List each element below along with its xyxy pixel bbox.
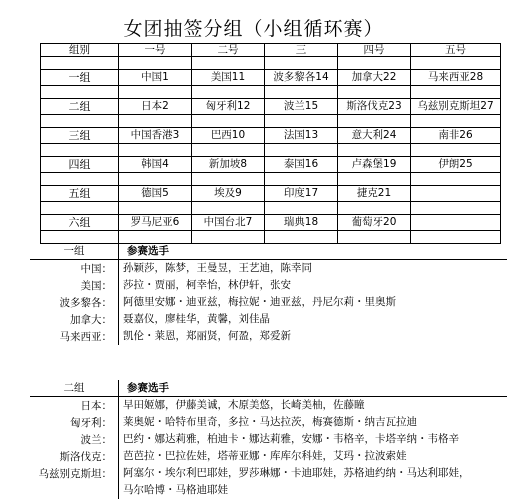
empty-cell bbox=[411, 86, 501, 99]
team-cell: 斯洛伐克23 bbox=[338, 99, 411, 115]
draw-table-spacer bbox=[41, 115, 501, 128]
team-cell: 伊朗25 bbox=[411, 157, 501, 173]
draw-table-row bbox=[41, 186, 501, 202]
team-cell: 波多黎各14 bbox=[265, 70, 338, 86]
header-group: 组别 bbox=[41, 44, 119, 57]
team-name: 日本： bbox=[80, 400, 112, 412]
group-name-cell: 四组 bbox=[41, 157, 119, 173]
empty-cell bbox=[265, 173, 338, 186]
group-name-cell: 六组 bbox=[41, 215, 119, 231]
empty-cell bbox=[41, 231, 119, 244]
empty-cell bbox=[411, 144, 501, 157]
empty-cell bbox=[192, 173, 265, 186]
empty-cell bbox=[192, 231, 265, 244]
empty-cell bbox=[338, 115, 411, 128]
player-list: 巴约・娜达莉雅，柏迪卡・娜达莉雅，安娜・韦格辛，卡塔辛纳・韦格辛 bbox=[118, 431, 507, 448]
team-cell: 新加坡8 bbox=[192, 157, 265, 173]
roster-row bbox=[30, 328, 507, 345]
team-cell: 巴西10 bbox=[192, 128, 265, 144]
team-name: 斯洛伐克： bbox=[59, 451, 112, 463]
roster-row bbox=[30, 277, 507, 294]
roster-row bbox=[30, 414, 507, 431]
team-cell: 中国香港3 bbox=[119, 128, 192, 144]
team-name: 波多黎各： bbox=[59, 297, 112, 309]
empty-cell bbox=[265, 144, 338, 157]
empty-cell bbox=[265, 57, 338, 70]
player-list: 莱奥妮・哈特布里奇，多拉・马达拉茨，梅赛德斯・纳吉瓦拉迪 bbox=[118, 414, 507, 431]
empty-cell bbox=[41, 173, 119, 186]
draw-table-row bbox=[41, 70, 501, 86]
empty-cell bbox=[41, 86, 119, 99]
player-list: 马尔哈博・马格迪耶娃 bbox=[118, 482, 507, 499]
roster-group-label: 二组 bbox=[63, 382, 85, 394]
draw-table-spacer bbox=[41, 231, 501, 244]
draw-table-spacer bbox=[41, 202, 501, 215]
group-name-cell: 三组 bbox=[41, 128, 119, 144]
draw-table-spacer bbox=[41, 57, 501, 70]
empty-cell bbox=[41, 202, 119, 215]
team-name: 波兰： bbox=[80, 434, 112, 446]
team-cell: 德国5 bbox=[119, 186, 192, 202]
player-list: 聂嘉仪，廖桂华，黄馨，刘佳晶 bbox=[118, 311, 507, 328]
empty-cell bbox=[338, 173, 411, 186]
empty-cell bbox=[338, 86, 411, 99]
team-cell: 美国11 bbox=[192, 70, 265, 86]
team-cell: 罗马尼亚6 bbox=[119, 215, 192, 231]
header-seed-2: 二号 bbox=[192, 44, 265, 57]
roster-header bbox=[30, 380, 507, 397]
empty-cell bbox=[265, 202, 338, 215]
team-cell: 南非26 bbox=[411, 128, 501, 144]
roster-section-group2 bbox=[30, 380, 507, 499]
draw-table bbox=[40, 43, 501, 244]
team-cell: 匈牙利12 bbox=[192, 99, 265, 115]
player-list: 莎拉・贾丽，柯幸怡，林伊轩，张安 bbox=[118, 277, 507, 294]
empty-cell bbox=[338, 231, 411, 244]
empty-cell bbox=[192, 202, 265, 215]
draw-table-header bbox=[41, 44, 501, 57]
team-cell: 捷克21 bbox=[338, 186, 411, 202]
header-seed-5: 五号 bbox=[411, 44, 501, 57]
roster-players-label: 参赛选手 bbox=[118, 243, 507, 259]
team-cell: 中国1 bbox=[119, 70, 192, 86]
player-list: 阿塞尔・埃尔利巴耶娃，罗莎琳娜・卡迪耶娃，苏格迪约纳・马达利耶娃， bbox=[118, 465, 507, 482]
player-list: 孙颖莎，陈梦，王曼昱，王艺迪，陈幸同 bbox=[118, 260, 507, 277]
empty-cell bbox=[265, 86, 338, 99]
team-cell: 瑞典18 bbox=[265, 215, 338, 231]
team-cell: 乌兹别克斯坦27 bbox=[411, 99, 501, 115]
empty-cell bbox=[192, 115, 265, 128]
roster-players-label: 参赛选手 bbox=[118, 380, 507, 396]
empty-cell bbox=[192, 144, 265, 157]
empty-cell bbox=[119, 144, 192, 157]
team-cell bbox=[411, 215, 501, 231]
empty-cell bbox=[411, 231, 501, 244]
player-list: 阿德里安娜・迪亚兹，梅拉妮・迪亚兹，丹尼尔莉・里奥斯 bbox=[118, 294, 507, 311]
empty-cell bbox=[411, 57, 501, 70]
empty-cell bbox=[119, 115, 192, 128]
empty-cell bbox=[41, 144, 119, 157]
group-name-cell: 一组 bbox=[41, 70, 119, 86]
team-cell: 卢森堡19 bbox=[338, 157, 411, 173]
empty-cell bbox=[119, 57, 192, 70]
empty-cell bbox=[338, 202, 411, 215]
empty-cell bbox=[41, 115, 119, 128]
team-name: 匈牙利： bbox=[70, 417, 112, 429]
page-title: 女团抽签分组（小组循环赛） bbox=[123, 18, 384, 40]
empty-cell bbox=[411, 173, 501, 186]
header-seed-3: 三 bbox=[265, 44, 338, 57]
empty-cell bbox=[119, 231, 192, 244]
roster-row bbox=[30, 294, 507, 311]
roster-row bbox=[30, 448, 507, 465]
group-name-cell: 五组 bbox=[41, 186, 119, 202]
team-cell: 法国13 bbox=[265, 128, 338, 144]
empty-cell bbox=[119, 86, 192, 99]
empty-cell bbox=[192, 86, 265, 99]
team-name: 乌兹别克斯坦： bbox=[38, 468, 112, 480]
roster-row bbox=[30, 465, 507, 482]
empty-cell bbox=[338, 57, 411, 70]
draw-table-spacer bbox=[41, 86, 501, 99]
roster-row bbox=[30, 431, 507, 448]
draw-table-row bbox=[41, 215, 501, 231]
team-cell bbox=[411, 186, 501, 202]
header-seed-4: 四号 bbox=[338, 44, 411, 57]
empty-cell bbox=[192, 57, 265, 70]
empty-cell bbox=[119, 173, 192, 186]
empty-cell bbox=[265, 115, 338, 128]
team-cell: 泰国16 bbox=[265, 157, 338, 173]
draw-table-spacer bbox=[41, 144, 501, 157]
team-cell: 韩国4 bbox=[119, 157, 192, 173]
roster-row bbox=[30, 311, 507, 328]
empty-cell bbox=[119, 202, 192, 215]
empty-cell bbox=[338, 144, 411, 157]
draw-table-row bbox=[41, 157, 501, 173]
team-cell: 意大利24 bbox=[338, 128, 411, 144]
player-list: 凯伦・莱恩，郑丽贤，何盈，郑爱新 bbox=[118, 328, 507, 345]
empty-cell bbox=[265, 231, 338, 244]
player-list: 早田姬娜，伊藤美诚，木原美悠，长崎美柚，佐藤瞳 bbox=[118, 397, 507, 414]
roster-group-label: 一组 bbox=[63, 245, 85, 257]
empty-cell bbox=[41, 57, 119, 70]
team-cell: 埃及9 bbox=[192, 186, 265, 202]
team-cell: 加拿大22 bbox=[338, 70, 411, 86]
team-cell: 印度17 bbox=[265, 186, 338, 202]
roster-row bbox=[30, 260, 507, 277]
header-seed-1: 一号 bbox=[119, 44, 192, 57]
group-name-cell: 二组 bbox=[41, 99, 119, 115]
draw-table-row bbox=[41, 99, 501, 115]
roster-row bbox=[30, 482, 507, 499]
roster-header bbox=[30, 243, 507, 260]
team-cell: 中国台北7 bbox=[192, 215, 265, 231]
draw-table-row bbox=[41, 128, 501, 144]
empty-cell bbox=[411, 202, 501, 215]
team-name: 美国： bbox=[80, 280, 112, 292]
roster-row bbox=[30, 397, 507, 414]
draw-table-spacer bbox=[41, 173, 501, 186]
player-list: 芭芭拉・巴拉佐娃，塔蒂亚娜・库库尔科娃，艾玛・拉波索娃 bbox=[118, 448, 507, 465]
team-name: 马来西亚： bbox=[59, 331, 112, 343]
empty-cell bbox=[411, 115, 501, 128]
team-cell: 日本2 bbox=[119, 99, 192, 115]
roster-section-group1 bbox=[30, 243, 507, 345]
team-cell: 马来西亚28 bbox=[411, 70, 501, 86]
team-name: 加拿大： bbox=[70, 314, 112, 326]
team-name: 中国： bbox=[80, 263, 112, 275]
team-cell: 葡萄牙20 bbox=[338, 215, 411, 231]
team-cell: 波兰15 bbox=[265, 99, 338, 115]
